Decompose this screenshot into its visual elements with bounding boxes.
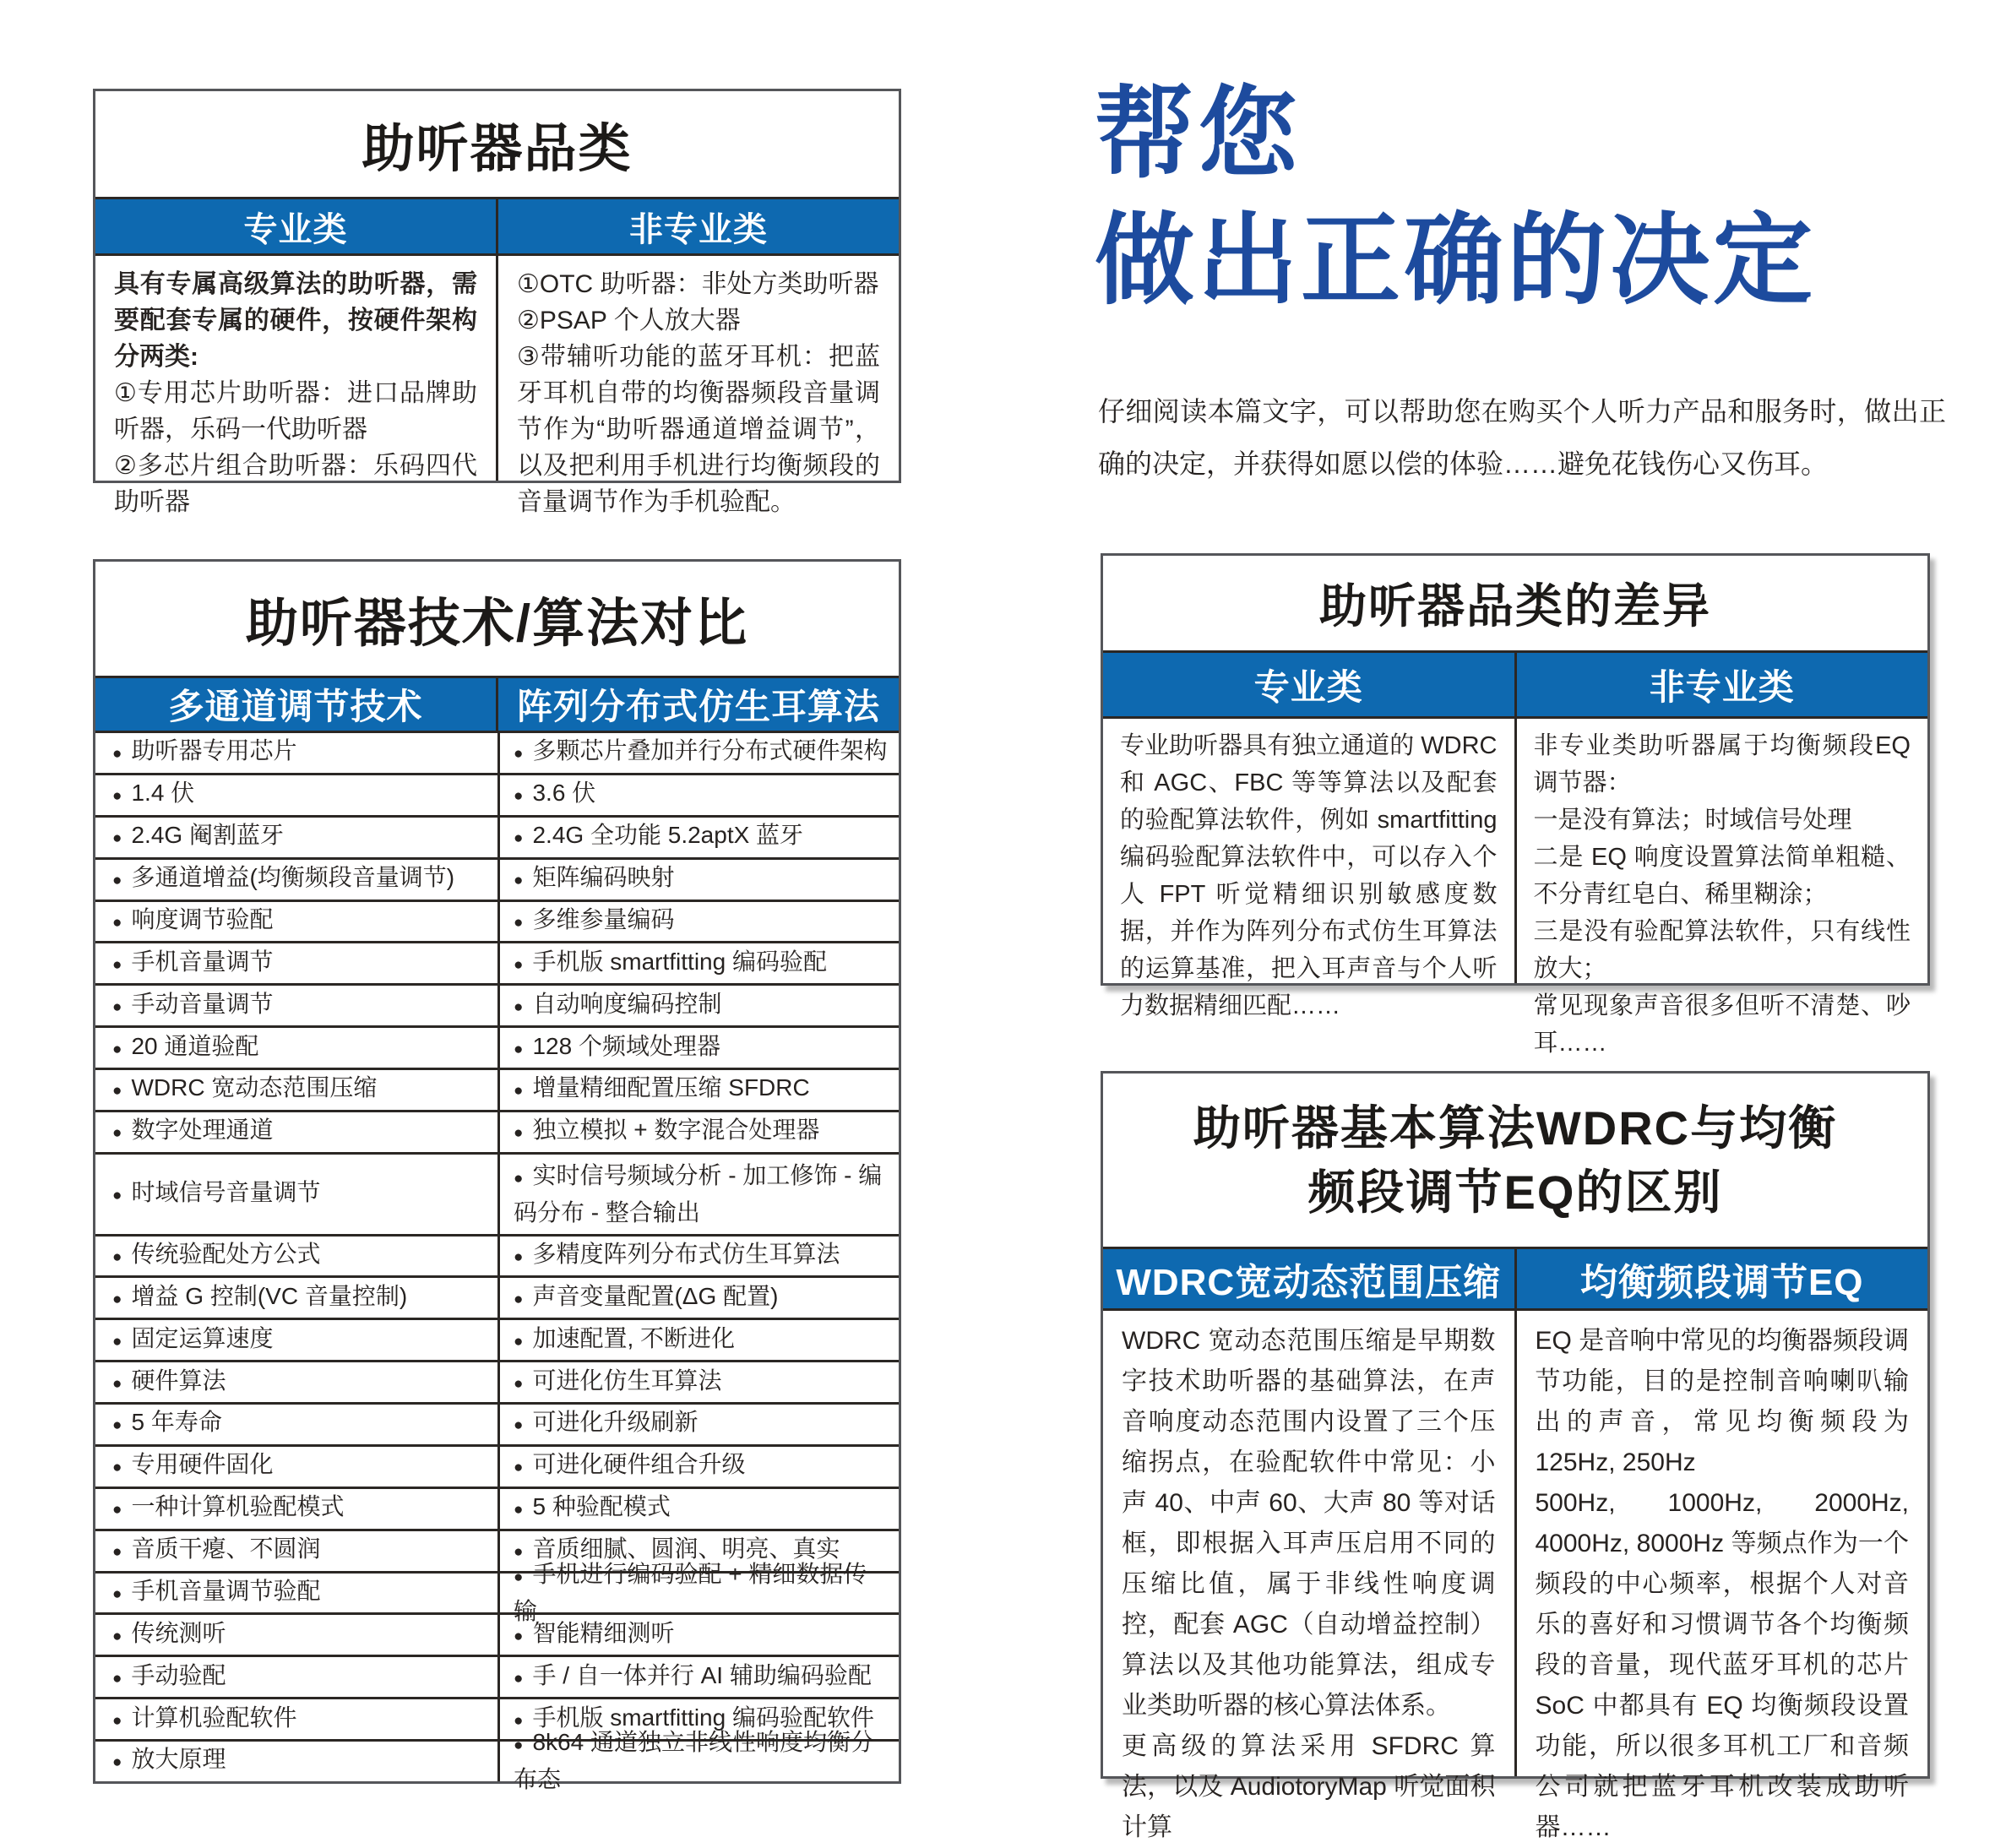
comparison-text: ● 20 通道验配 [112, 1032, 259, 1059]
paragraph-line: 500Hz, 1000Hz, 2000Hz, 4000Hz, 8000Hz 等频点作为一个频段的中心频率，根据个人对音乐的喜好和习惯调节各个均衡频段的音量，现代蓝牙耳机的芯片 SoC 中都具有 EQ 均衡频段设置功能，所以很多耳机工厂和音频公司就把蓝牙耳机改装成助听器…… [1535, 1489, 1909, 1841]
comparison-text: ● 独立模拟 + 数字混合处理器 [514, 1117, 820, 1144]
paragraph-line: EQ 是音响中常见的均衡器频段调节功能，目的是控制音响喇叭输出的声音，常见均衡频段为 125Hz, 250Hz [1535, 1327, 1909, 1476]
comparison-row [95, 1729, 899, 1793]
column-header-array-bionic: 阵列分布式仿生耳算法 [496, 678, 899, 731]
comparison-row [95, 983, 899, 1025]
comparison-text: ● 手 / 自一体并行 AI 辅助编码验配 [514, 1661, 872, 1688]
comparison-cell-right [497, 1028, 899, 1068]
professional-difference-text: 专业助听器具有独立通道的 WDRC 和 AGC、FBC 等等算法以及配套的验配算法软件，例如 smartfitting 编码验配算法软件中，可以存入个人 FPT 听觉精细识别敏感度数据，并作为阵列分布式仿生耳算法的运算基准，把入耳声音与个人听力数据精细匹配…… [1120, 732, 1498, 1019]
bullet-icon: ● [112, 1669, 122, 1688]
comparison-text: ● 传统测听 [112, 1619, 226, 1646]
comparison-cell-left [95, 860, 497, 900]
comparison-table-title: 助听器技术/算法对比 [245, 595, 749, 653]
non-professional-cell [496, 256, 899, 516]
bullet-icon: ● [514, 829, 524, 848]
comparison-text: ● 手机进行编码验配 + 精细数据传输 [514, 1560, 867, 1624]
comparison-text: ● 音质细腻、圆润、明亮、真实 [514, 1535, 840, 1563]
comparison-cell-left [95, 1362, 497, 1402]
comparison-row [95, 1110, 899, 1152]
comparison-cell-left [95, 1657, 497, 1697]
comparison-table-header [95, 676, 899, 733]
paragraph-line: ②多芯片组合助听器：乐码四代助听器 [114, 452, 477, 516]
comparison-text: ● 8k64 通道独立非线性响度均衡分布态 [514, 1729, 874, 1793]
comparison-cell-right [497, 1237, 899, 1276]
comparison-row [95, 900, 899, 942]
column-header-professional: 专业类 [243, 210, 348, 248]
page-title [1095, 71, 1816, 324]
bullet-icon: ● [514, 787, 524, 806]
bullet-icon: ● [514, 1711, 524, 1730]
comparison-cell-right [497, 1362, 899, 1402]
bullet-icon: ● [514, 1082, 524, 1101]
comparison-text: ● 2.4G 阉割蓝牙 [112, 822, 284, 849]
bullet-icon: ● [112, 872, 122, 890]
comparison-cell-left [95, 986, 497, 1025]
bullet-icon: ● [514, 745, 524, 764]
professional-cell [95, 256, 496, 516]
comparison-text: ● 可进化仿生耳算法 [514, 1367, 722, 1394]
bullet-icon: ● [514, 1290, 524, 1308]
bullet-icon: ● [514, 1568, 524, 1586]
comparison-cell-left [95, 1615, 497, 1655]
comparison-text: ● 加速配置, 不断进化 [514, 1324, 736, 1351]
comparison-row [95, 1655, 899, 1697]
bullet-icon: ● [112, 1374, 122, 1393]
comparison-text: ● 5 年寿命 [112, 1409, 222, 1436]
comparison-text: ● 数字处理通道 [112, 1117, 274, 1144]
bullet-icon: ● [112, 1584, 122, 1603]
professional-lead: 具有专属高级算法的助听器，需要配套专属的硬件，按硬件架构分两类: [114, 270, 477, 371]
paragraph-line: 二是 EQ 响度设置算法简单粗糙、不分青红皂白、稀里糊涂； [1533, 844, 1911, 908]
bullet-icon: ● [514, 1669, 524, 1688]
comparison-text: ● 手动音量调节 [112, 990, 274, 1017]
comparison-cell-right [497, 1320, 899, 1360]
comparison-rows [95, 733, 899, 1793]
bullet-icon: ● [112, 1082, 122, 1101]
comparison-cell-right [497, 860, 899, 900]
comparison-cell-right [497, 1657, 899, 1697]
comparison-row [95, 1068, 899, 1110]
comparison-text: ● 手机版 smartfitting 编码验配软件 [514, 1704, 874, 1731]
paragraph-line: ③带辅听功能的蓝牙耳机：把蓝牙耳机自带的均衡器频段音量调节作为“助听器通道增益调节”，以及把利用手机进行均衡频段的音量调节作为手机验配。 [517, 343, 880, 516]
bullet-icon: ● [112, 1501, 122, 1519]
bullet-icon: ● [514, 1040, 524, 1058]
comparison-text: ● 固定运算速度 [112, 1324, 274, 1351]
algorithm-table [1101, 1071, 1930, 1841]
bullet-icon: ● [514, 1124, 524, 1143]
comparison-cell-left [95, 1574, 497, 1613]
comparison-text: ● 手机音量调节验配 [112, 1577, 321, 1604]
comparison-cell-right [497, 986, 899, 1025]
page-title-line2: 做出正确的决定 [1095, 205, 1817, 317]
comparison-cell-left [95, 1028, 497, 1068]
comparison-cell-left [95, 733, 497, 773]
comparison-text: ● 1.4 伏 [112, 780, 195, 807]
comparison-cell-left [95, 1742, 497, 1781]
comparison-text: ● 多维参量编码 [514, 905, 675, 932]
category-table-header [95, 197, 899, 256]
comparison-row [95, 1318, 899, 1360]
bullet-icon: ● [514, 1627, 524, 1645]
bullet-icon: ● [112, 1753, 122, 1772]
comparison-cell-left [95, 943, 497, 983]
comparison-cell-right [497, 1405, 899, 1444]
comparison-table [93, 559, 901, 1793]
comparison-cell-right [497, 1070, 899, 1110]
comparison-cell-left [95, 1699, 497, 1739]
intro-paragraph: 仔细阅读本篇文字，可以帮助您在购买个人听力产品和服务时，做出正确的决定，并获得如愿以偿的体验……避免花钱伤心又伤耳。 [1098, 396, 1946, 479]
comparison-text: ● 手机版 smartfitting 编码验配 [514, 948, 827, 975]
professional-items [114, 375, 477, 520]
paragraph-line: ①专用芯片助听器：进口品牌助听器，乐码一代助听器 [114, 379, 477, 443]
bullet-icon: ● [514, 1169, 524, 1188]
paragraph-line: 一是没有算法；时域信号处理 [1533, 807, 1852, 834]
bullet-icon: ● [514, 1416, 524, 1435]
bullet-icon: ● [514, 1459, 524, 1477]
comparison-row [95, 1275, 899, 1318]
comparison-text: ● 实时信号频域分析 - 加工修饰 - 编码分布 - 整合输出 [514, 1161, 883, 1226]
bullet-icon: ● [514, 1247, 524, 1266]
comparison-cell-right [497, 1729, 899, 1793]
paragraph-line: WDRC 宽动态范围压缩是早期数字技术助听器的基础算法，在声音响度动态范围内设置了三个压缩拐点，在验配软件中常见：小声 40、中声 60、大声 80 等对话框，即根据入耳声压启用不同的压缩比值，属于非线性响度调控，配套 AGC（自动增益控制）算法以及其他功能算法，组成专业类助听器的核心算法体系。 [1122, 1327, 1496, 1720]
comparison-row [95, 773, 899, 815]
bullet-icon: ● [112, 1247, 122, 1266]
bullet-icon: ● [112, 1416, 122, 1435]
bullet-icon: ● [112, 1040, 122, 1058]
page-title-line1: 帮您 [1095, 79, 1302, 190]
comparison-row [95, 1234, 899, 1276]
eq-cell [1514, 1311, 1928, 1841]
column-header-eq: 均衡频段调节EQ [1514, 1249, 1928, 1308]
algorithm-table-title-line1: 助听器基本算法WDRC与均衡 [1193, 1101, 1838, 1155]
algorithm-table-title-line2: 频段调节EQ的区别 [1307, 1165, 1723, 1219]
comparison-text: ● 声音变量配置(ΔG 配置) [514, 1282, 779, 1309]
comparison-text: ● 多精度阵列分布式仿生耳算法 [514, 1240, 840, 1267]
comparison-cell-right [497, 818, 899, 857]
bullet-icon: ● [112, 1332, 122, 1351]
comparison-cell-left [95, 1278, 497, 1318]
comparison-text: ● WDRC 宽动态范围压缩 [112, 1074, 378, 1101]
comparison-cell-right [497, 1155, 899, 1234]
comparison-row [95, 1152, 899, 1234]
comparison-row [95, 1612, 899, 1655]
bullet-icon: ● [112, 1124, 122, 1143]
paragraph-line: 更高级的算法采用 SFDRC 算法，以及 AudiotoryMap 听觉面积计算 [1122, 1732, 1496, 1841]
comparison-cell-right [497, 1615, 899, 1655]
column-header-non-professional: 非专业类 [1514, 653, 1928, 716]
comparison-row [95, 1025, 899, 1068]
bullet-icon: ● [112, 1627, 122, 1645]
algorithm-table-header [1103, 1247, 1927, 1311]
comparison-text: ● 矩阵编码映射 [514, 864, 675, 891]
difference-table [1101, 553, 1930, 1057]
difference-table-body [1103, 719, 1927, 1057]
bullet-icon: ● [112, 745, 122, 764]
comparison-cell-left [95, 818, 497, 857]
comparison-row [95, 1444, 899, 1487]
bullet-icon: ● [112, 1186, 122, 1204]
comparison-cell-left [95, 902, 497, 942]
comparison-row [95, 941, 899, 983]
bullet-icon: ● [514, 1737, 524, 1755]
comparison-text: ● 助听器专用芯片 [112, 737, 297, 764]
comparison-text: ● 增益 G 控制(VC 音量控制) [112, 1282, 408, 1309]
comparison-cell-left [95, 1112, 497, 1152]
wdrc-cell [1103, 1311, 1514, 1841]
comparison-cell-right [497, 1278, 899, 1318]
comparison-text: ● 手动验配 [112, 1661, 226, 1688]
bullet-icon: ● [514, 997, 524, 1016]
bullet-icon: ● [514, 1374, 524, 1393]
paragraph-line: ②PSAP 个人放大器 [517, 307, 741, 334]
bullet-icon: ● [112, 1290, 122, 1308]
comparison-cell-left [95, 1531, 497, 1571]
comparison-cell-right [497, 1112, 899, 1152]
bullet-icon: ● [112, 787, 122, 806]
comparison-cell-left [95, 1070, 497, 1110]
column-header-wdrc: WDRC宽动态范围压缩 [1116, 1262, 1502, 1303]
comparison-text: ● 时域信号音量调节 [112, 1178, 321, 1205]
comparison-text: ● 传统验配处方公式 [112, 1240, 321, 1267]
comparison-cell-left [95, 1155, 497, 1234]
paragraph-line: ①OTC 助听器：非处方类助听器 [517, 270, 879, 298]
paragraph-line: 非专业类助听器属于均衡频段EQ调节器： [1533, 732, 1911, 796]
comparison-row [95, 1487, 899, 1529]
comparison-cell-left [95, 1489, 497, 1529]
comparison-cell-right [497, 733, 899, 773]
comparison-text: ● 自动响度编码控制 [514, 990, 722, 1017]
non-professional-items [517, 266, 880, 520]
comparison-text: ● 可进化硬件组合升级 [514, 1451, 746, 1478]
comparison-text: ● 多通道增益(均衡频段音量调节) [112, 864, 455, 891]
comparison-text: ● 硬件算法 [112, 1367, 226, 1394]
bullet-icon: ● [112, 1459, 122, 1477]
comparison-text: ● 增量精细配置压缩 SFDRC [514, 1074, 810, 1101]
bullet-icon: ● [514, 1332, 524, 1351]
comparison-text: ● 128 个频域处理器 [514, 1032, 720, 1059]
comparison-cell-right [497, 1560, 899, 1624]
comparison-cell-left [95, 1237, 497, 1276]
comparison-text: ● 放大原理 [112, 1746, 226, 1773]
bullet-icon: ● [112, 1711, 122, 1730]
comparison-row [95, 1560, 899, 1624]
bullet-icon: ● [514, 955, 524, 974]
difference-table-header [1103, 650, 1927, 719]
comparison-cell-left [95, 1405, 497, 1444]
non-professional-difference-cell [1514, 719, 1928, 1057]
comparison-cell-left [95, 1447, 497, 1487]
category-table [93, 89, 901, 516]
algorithm-table-title [1103, 1073, 1927, 1247]
bullet-icon: ● [112, 1543, 122, 1562]
category-table-body [95, 256, 899, 516]
paragraph-line: 常见现象声音很多但听不清楚、吵耳…… [1533, 992, 1911, 1057]
bullet-icon: ● [514, 913, 524, 932]
algorithm-table-body [1103, 1311, 1927, 1841]
comparison-text: ● 3.6 伏 [514, 780, 596, 807]
comparison-cell-right [497, 943, 899, 983]
column-header-non-professional: 非专业类 [496, 199, 899, 253]
comparison-cell-right [497, 1447, 899, 1487]
comparison-row [95, 857, 899, 900]
comparison-text: ● 音质干瘪、不圆润 [112, 1535, 321, 1563]
category-table-title: 助听器品类 [361, 120, 633, 178]
comparison-cell-left [95, 775, 497, 815]
comparison-text: ● 手机音量调节 [112, 948, 274, 975]
comparison-text: ● 智能精细测听 [514, 1619, 675, 1646]
comparison-text: ● 5 种验配模式 [514, 1493, 671, 1520]
comparison-text: ● 专用硬件固化 [112, 1451, 274, 1478]
comparison-row [95, 733, 899, 773]
difference-table-title: 助听器品类的差异 [1319, 579, 1711, 633]
comparison-text: ● 2.4G 全功能 5.2aptX 蓝牙 [514, 822, 804, 849]
comparison-row [95, 815, 899, 857]
comparison-text: ● 可进化升级刷新 [514, 1409, 699, 1436]
comparison-cell-right [497, 902, 899, 942]
column-header-professional: 专业类 [1253, 666, 1363, 707]
professional-difference-cell [1103, 719, 1514, 1019]
bullet-icon: ● [112, 913, 122, 932]
comparison-cell-right [497, 1489, 899, 1529]
bullet-icon: ● [514, 1543, 524, 1562]
comparison-row [95, 1402, 899, 1444]
comparison-row [95, 1360, 899, 1402]
comparison-cell-right [497, 775, 899, 815]
bullet-icon: ● [112, 955, 122, 974]
bullet-icon: ● [514, 872, 524, 890]
comparison-text: ● 计算机验配软件 [112, 1704, 297, 1731]
comparison-text: ● 多颗芯片叠加并行分布式硬件架构 [514, 737, 888, 764]
comparison-cell-left [95, 1320, 497, 1360]
bullet-icon: ● [112, 829, 122, 848]
paragraph-line: 三是没有验配算法软件，只有线性放大； [1533, 918, 1911, 982]
column-header-multichannel: 多通道调节技术 [168, 687, 423, 726]
bullet-icon: ● [514, 1501, 524, 1519]
comparison-text: ● 一种计算机验配模式 [112, 1493, 345, 1520]
bullet-icon: ● [112, 997, 122, 1016]
comparison-text: ● 响度调节验配 [112, 905, 274, 932]
